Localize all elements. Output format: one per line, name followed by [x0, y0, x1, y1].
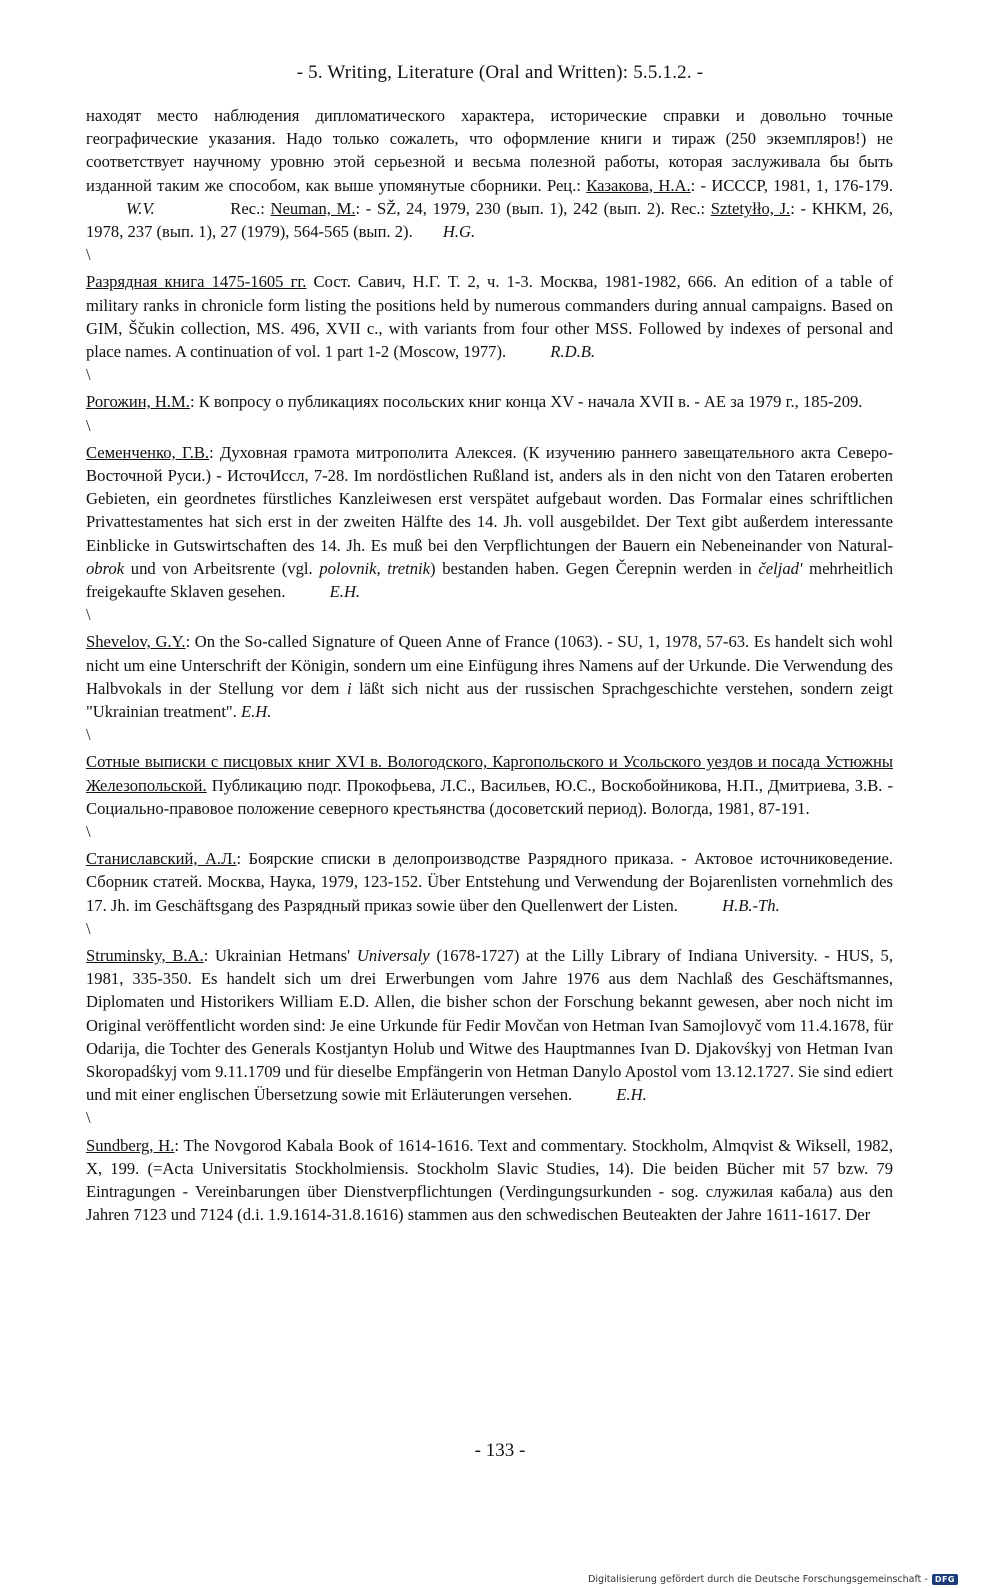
reviewer-name: Neuman, M.: [270, 198, 356, 218]
reviewer-name: Казакова, Н.А.: [586, 175, 691, 195]
reviewer-name: Sztetyłło, J.: [710, 198, 791, 218]
entry-separator: \: [86, 415, 91, 435]
reviewer-initials: R.D.B.: [550, 342, 595, 362]
bibliography-entry: [86, 270, 893, 363]
entry-text: находят место наблюдения дипломатического характера, исторические справки и довольно точные географические указания. Надо только сожалеть, что оформление книги и тираж (250 экземпляров!) не соответствует научному уровню этой серьезной и весьма полезной работы, которая заслуживала бы быть изданной таким же способом, как выше упомянутые сборники.: [86, 106, 893, 195]
entry-author: Struminsky, B.A.: [86, 946, 204, 965]
reviewer-initials: H.G.: [442, 222, 476, 242]
footer-text: Digitalisierung gefördert durch die Deutsche Forschungsgemeinschaft -: [588, 1574, 928, 1585]
reviewer-initials: E.H.: [329, 582, 361, 602]
reviewer-initials: H.B.-Th.: [722, 895, 780, 915]
entry-author: Семенченко, Г.В.: [86, 442, 210, 462]
entry-separator: \: [86, 822, 91, 842]
entry-separator: \: [86, 1108, 91, 1128]
bibliography-entry: Shevelov, G.Y.: On the So-called Signature of Queen Anne of France (1063). - SU, 1, 1978, 57-63. Es handelt sich wohl nicht um eine Unterschrift der Königin, sondern um eine Einfügung ihres Namens auf der Urkunde. Die Verwendung des Halbvokals in der Stellung vor dem i läßt sich nicht aus der russischen Sprachgeschichte verstehen, sondern zeigt "Ukrainian treatment". E.H.: [86, 632, 893, 722]
bibliography-entry: [86, 750, 893, 820]
page-content: [86, 104, 893, 1226]
entry-separator: \: [86, 918, 91, 938]
page-number: - 133 -: [474, 1440, 526, 1461]
entry-text: : Боярские списки в делопроизводстве Разрядного приказа. - Актовое источниковедение. Сборник статей. Москва, Наука, 1979, 123-152. Über Entstehung und Verwendung der Bojarenlisten vornehmlich des 17. Jh. im Geschäftsgang des Разрядный приказ sowie über den Quellenwert der Listen.: [86, 849, 893, 915]
entry-text: Публикацию подг. Прокофьева, Л.С., Васильев, Ю.С., Воскобойникова, Н.П., Дмитриева, З.В. - Социально-правовое положение северного крестьянства (досоветский период). Вологда, 1981, 87-191.: [86, 775, 893, 818]
bibliography-entry: [86, 1134, 893, 1227]
digitization-footer: [588, 1574, 958, 1585]
reviewer-initials: E.H.: [241, 702, 272, 722]
entry-author: Станиславский, А.Л.: [86, 849, 237, 869]
reviewer-initials: E.H.: [616, 1085, 647, 1105]
entry-text: : К вопросу о публикациях посольских книг конца XV - начала XVII в. - АЕ за 1979 г., 185-209.: [189, 392, 863, 412]
reviewer-initials: W.V.: [126, 198, 155, 218]
bibliography-entry: Семенченко, Г.В.: Духовная грамота митрополита Алексея. (К изучению раннего завещательного акта Северо-Восточной Руси.) - ИсточИссл, 7-28. Im nordöstlichen Rußland ist, anders als in den nicht von den Tataren eroberten Gebieten, ein geordnetes fürstliches Kanzleiwesen erst verspätet aufgebaut worden. Das Formalar eines schriftlichen Privattestamentes hat sich erst in der zweiten Hälfte des 14. Jh. voll ausgebildet. Der Text gibt außerdem interessante Einblicke in Gutswirtschaften des 14. Jh. Es muß bei den Verpflichtungen der Bauern ein Nebeneinander von Natural-obrok und von Arbeitsrente (vgl. polovnik, tretnik) bestanden haben. Gegen Čerepnin werden in čeljad' mehrheitlich freigekaufte Sklaven gesehen. E.H.: [86, 442, 894, 602]
entry-author: Shevelov, G.Y.: [86, 632, 186, 652]
entry-separator: \: [86, 725, 91, 745]
entry-text: Сост. Савич, Н.Г. Т. 2, ч. 1-3. Москва, 1981-1982, 666. An edition of a table of military ranks in chronicle form listing the positions held by numerous commanders during annual campaigns. Based on GIM, Ščukin collection, MS. 496, XVII c., with variants from four other MSS. Followed by indexes of personal and place names. A continuation of vol. 1 part 1-2 (Moscow, 1977).: [86, 272, 893, 362]
entry-author: Sundberg, H.: [86, 1135, 175, 1155]
bibliography-entry: [86, 390, 893, 413]
entry-separator: \: [86, 605, 91, 625]
dfg-logo: DFG: [932, 1574, 958, 1585]
entry-continued: находят место наблюдения дипломатического характера, исторические справки и довольно точные географические указания. Надо только сожалеть, что оформление книги и тираж (250 экземпляров!) не соответствует научному уровню этой серьезной и весьма полезной работы, которая заслуживала бы быть изданной таким же способом, как выше упомянутые сборники. Рец.: Казакова, Н.А.: - ИСССР, 1981, 1, 176-179. W.V. Rec.: Neuman, M.: - SŽ, 24, 1979, 230 (вып. 1), 242 (вып. 2). Rec.: Sztetyłło, J.: - KHKM, 26, 1978, 237 (вып. 1), 27 (1979), 564-565 (вып. 2). H.G.: [86, 106, 894, 242]
bibliography-entry: [86, 847, 893, 917]
bibliography-entry: Struminsky, B.A.: Ukrainian Hetmans' Universaly (1678-1727) at the Lilly Library of Indiana University. - HUS, 5, 1981, 335-350. Es handelt sich um drei Erwerbungen vom Jahre 1976 aus dem Nachlaß des Geschäftsmannes, Diplomaten und Historikers William E.D. Allen, die bisher schon der Forschung bekannt gewesen, aber noch nicht im Original veröffentlicht worden sind: Je eine Urkunde für Fedir Movčan von Hetman Ivan Samojlovyč vom 11.4.1678, für Odarija, die Tochter des Generals Kostjantyn Holub und Witwe des Hauptmannes Ivan D. Djakovśkyj von Hetman Ivan Skoropadśkyj vom 9.11.1709 und für dieselbe Empfängerin von Hetman Danylo Apostol vom 13.12.1727. Sie sind ediert und mit einer englischen Übersetzung sowie mit Erläuterungen versehen. E.H.: [86, 946, 893, 1105]
entry-separator: \: [86, 365, 91, 385]
entry-separator: \: [86, 245, 91, 265]
entry-text: : The Novgorod Kabala Book of 1614-1616. Text and commentary. Stockholm, Almqvist & Wiksell, 1982, X, 199. (=Acta Universitatis Stockholmiensis. Stockholm Slavic Studies, 14). Die beiden Bücher mit 57 bzw. 79 Eintragungen - Vereinbarungen über Dienstverpflichtungen (Verdingungsurkunden - sog. служилая кабала) aus den Jahren 7123 und 7124 (d.i. 1.9.1614-31.8.1616) stammen aus den schwedischen Beuteakten der Jahre 1611-1617. Der: [86, 1135, 893, 1225]
entry-title: Сотные выписки с писцовых книг XVI в. Вологодского, Каргопольского и Усольского уездов и посада Устюжны Железопольской.: [86, 752, 893, 795]
entry-author: Рогожин, Н.М.: [86, 392, 190, 412]
page-header: - 5. Writing, Literature (Oral and Written): 5.5.1.2. -: [296, 62, 704, 83]
entry-title: Разрядная книга 1475-1605 гг.: [86, 272, 307, 292]
